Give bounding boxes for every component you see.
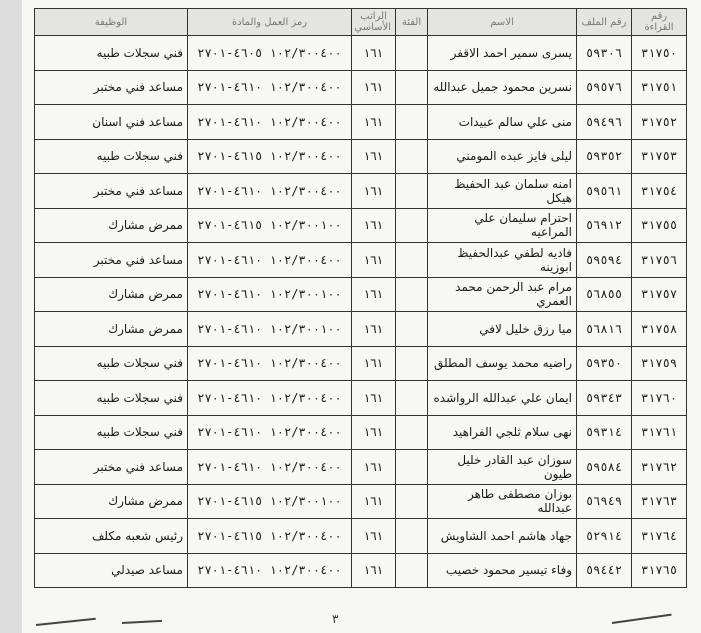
cell-serial: ٣١٧٦٥ (632, 553, 687, 588)
cell-serial: ٣١٧٦٢ (632, 450, 687, 485)
table-row (35, 381, 687, 416)
cell-name: امنه سلمان عبد الحفيظ هيكل (428, 174, 577, 209)
cell-job: فني سجلات طبيه (35, 415, 188, 450)
table-row (35, 415, 687, 450)
cell-code: ١٠٢/٣٠٠١٠٠ ٤٦١٠-٢٧٠١ (188, 312, 352, 347)
cell-name: احترام سليمان علي المراعيه (428, 208, 577, 243)
cell-file-number: ٥٩٣٥٢ (577, 139, 632, 174)
table-row (35, 519, 687, 554)
table-row (35, 243, 687, 278)
cell-job: ممرض مشارك (35, 208, 188, 243)
cell-name: نهى سلام ثلجي الفراهيد (428, 415, 577, 450)
header-code: رمز العمل والمادة (188, 9, 352, 36)
cell-job: مساعد فني مختبر (35, 70, 188, 105)
cell-file-number: ٥٦٨١٦ (577, 312, 632, 347)
cell-category (396, 346, 428, 381)
cell-grade: ١٦١ (352, 105, 396, 140)
cell-grade: ١٦١ (352, 139, 396, 174)
cell-code: ١٠٢/٣٠٠٤٠٠ ٤٦١٠-٢٧٠١ (188, 553, 352, 588)
cell-name: ليلى فايز عبده المومني (428, 139, 577, 174)
cell-serial: ٣١٧٥٦ (632, 243, 687, 278)
header-file-number: رقم الملف (577, 9, 632, 36)
cell-grade: ١٦١ (352, 70, 396, 105)
cell-name: منى علي سالم عبيدات (428, 105, 577, 140)
cell-grade: ١٦١ (352, 277, 396, 312)
cell-grade: ١٦١ (352, 312, 396, 347)
table-row (35, 484, 687, 519)
cell-job: رئيس شعبه مكلف (35, 519, 188, 554)
cell-serial: ٣١٧٥٩ (632, 346, 687, 381)
cell-category (396, 553, 428, 588)
cell-category (396, 450, 428, 485)
table-row (35, 277, 687, 312)
cell-serial: ٣١٧٥١ (632, 70, 687, 105)
cell-grade: ١٦١ (352, 415, 396, 450)
cell-category (396, 105, 428, 140)
cell-name: وفاء تيسير محمود خصيب (428, 553, 577, 588)
cell-name: سوزان عبد القادر خليل طيون (428, 450, 577, 485)
cell-file-number: ٥٩٥٩٤ (577, 243, 632, 278)
cell-job: فني سجلات طبيه (35, 36, 188, 71)
cell-job: مساعد فني مختبر (35, 450, 188, 485)
cell-job: ممرض مشارك (35, 312, 188, 347)
cell-code: ١٠٢/٣٠٠٤٠٠ ٤٦١٠-٢٧٠١ (188, 346, 352, 381)
cell-category (396, 484, 428, 519)
cell-name: ايمان علي عبدالله الرواشده (428, 381, 577, 416)
cell-code: ١٠٢/٣٠٠٤٠٠ ٤٦١٠-٢٧٠١ (188, 415, 352, 450)
cell-category (396, 415, 428, 450)
header-job: الوظيفة (35, 9, 188, 36)
cell-serial: ٣١٧٥٠ (632, 36, 687, 71)
cell-name: فاديه لطفي عبدالحفيظ ابوزينه (428, 243, 577, 278)
cell-grade: ١٦١ (352, 208, 396, 243)
cell-serial: ٣١٧٦٤ (632, 519, 687, 554)
cell-serial: ٣١٧٥٢ (632, 105, 687, 140)
cell-file-number: ٥٦٩٤٩ (577, 484, 632, 519)
table-row (35, 450, 687, 485)
cell-grade: ١٦١ (352, 243, 396, 278)
cell-job: مساعد صيدلي (35, 553, 188, 588)
cell-serial: ٣١٧٥٥ (632, 208, 687, 243)
cell-name: يسرى سمير احمد الاقفر (428, 36, 577, 71)
cell-code: ١٠٢/٣٠٠٤٠٠ ٤٦١٠-٢٧٠١ (188, 174, 352, 209)
cell-file-number: ٥٩٣١٤ (577, 415, 632, 450)
cell-grade: ١٦١ (352, 174, 396, 209)
handwritten-signature-mark (122, 620, 162, 624)
cell-code: ١٠٢/٣٠٠٤٠٠ ٤٦٠٥-٢٧٠١ (188, 36, 352, 71)
table-header-row (35, 9, 687, 36)
table-row (35, 36, 687, 71)
cell-name: راضيه محمد يوسف المطلق (428, 346, 577, 381)
cell-job: فني سجلات طبيه (35, 381, 188, 416)
table-row (35, 139, 687, 174)
cell-grade: ١٦١ (352, 553, 396, 588)
table-row (35, 208, 687, 243)
cell-code: ١٠٢/٣٠٠٤٠٠ ٤٦١٠-٢٧٠١ (188, 243, 352, 278)
cell-code: ١٠٢/٣٠٠٤٠٠ ٤٦١٠-٢٧٠١ (188, 450, 352, 485)
table-row (35, 312, 687, 347)
cell-file-number: ٥٩٣٤٣ (577, 381, 632, 416)
cell-grade: ١٦١ (352, 36, 396, 71)
handwritten-signature-mark (36, 618, 96, 626)
cell-code: ١٠٢/٣٠٠٤٠٠ ٤٦١٥-٢٧٠١ (188, 519, 352, 554)
cell-grade: ١٦١ (352, 450, 396, 485)
cell-grade: ١٦١ (352, 519, 396, 554)
cell-name: مرام عبد الرحمن محمد العمري (428, 277, 577, 312)
cell-name: بوزان مصطفى طاهر عبدالله (428, 484, 577, 519)
cell-job: مساعد فني اسنان (35, 105, 188, 140)
cell-serial: ٣١٧٥٨ (632, 312, 687, 347)
table-row (35, 105, 687, 140)
cell-file-number: ٥٩٤٤٢ (577, 553, 632, 588)
cell-file-number: ٥٩٤٩٦ (577, 105, 632, 140)
cell-category (396, 36, 428, 71)
cell-category (396, 70, 428, 105)
cell-file-number: ٥٩٣٠٦ (577, 36, 632, 71)
cell-category (396, 519, 428, 554)
cell-code: ١٠٢/٣٠٠٤٠٠ ٤٦١٠-٢٧٠١ (188, 105, 352, 140)
cell-serial: ٣١٧٥٤ (632, 174, 687, 209)
header-grade: الراتب الأساسي (352, 9, 396, 36)
cell-file-number: ٥٩٥٨٤ (577, 450, 632, 485)
cell-job: مساعد فني مختبر (35, 243, 188, 278)
cell-grade: ١٦١ (352, 381, 396, 416)
cell-name: ميا رزق خليل لافي (428, 312, 577, 347)
table-row (35, 70, 687, 105)
cell-job: ممرض مشارك (35, 484, 188, 519)
cell-job: ممرض مشارك (35, 277, 188, 312)
cell-category (396, 381, 428, 416)
table-row (35, 346, 687, 381)
cell-code: ١٠٢/٣٠٠٤٠٠ ٤٦١٠-٢٧٠١ (188, 381, 352, 416)
cell-category (396, 174, 428, 209)
cell-category (396, 208, 428, 243)
page-number: ٣ (332, 612, 339, 626)
cell-file-number: ٥٩٥٦١ (577, 174, 632, 209)
header-category: الفئة (396, 9, 428, 36)
cell-file-number: ٥٢٩١٤ (577, 519, 632, 554)
cell-grade: ١٦١ (352, 346, 396, 381)
cell-category (396, 312, 428, 347)
cell-name: نسرين محمود جميل عبدالله (428, 70, 577, 105)
cell-code: ١٠٢/٣٠٠٤٠٠ ٤٦١٠-٢٧٠١ (188, 70, 352, 105)
table-row (35, 174, 687, 209)
cell-file-number: ٥٦٨٥٥ (577, 277, 632, 312)
cell-category (396, 139, 428, 174)
cell-job: فني سجلات طبيه (35, 139, 188, 174)
cell-file-number: ٥٦٩١٢ (577, 208, 632, 243)
cell-code: ١٠٢/٣٠٠١٠٠ ٤٦١٥-٢٧٠١ (188, 484, 352, 519)
cell-grade: ١٦١ (352, 484, 396, 519)
cell-file-number: ٥٩٣٥٠ (577, 346, 632, 381)
cell-category (396, 277, 428, 312)
cell-job: مساعد فني مختبر (35, 174, 188, 209)
cell-serial: ٣١٧٦٠ (632, 381, 687, 416)
cell-category (396, 243, 428, 278)
header-name: الاسم (428, 9, 577, 36)
cell-code: ١٠٢/٣٠٠٤٠٠ ٤٦١٥-٢٧٠١ (188, 139, 352, 174)
cell-serial: ٣١٧٦٣ (632, 484, 687, 519)
document-page (22, 0, 701, 633)
cell-job: فني سجلات طبيه (35, 346, 188, 381)
cell-file-number: ٥٩٥٧٦ (577, 70, 632, 105)
cell-name: جهاد هاشم احمد الشاويش (428, 519, 577, 554)
cell-serial: ٣١٧٦١ (632, 415, 687, 450)
cell-serial: ٣١٧٥٧ (632, 277, 687, 312)
handwritten-signature-mark (612, 614, 672, 624)
cell-code: ١٠٢/٣٠٠١٠٠ ٤٦١٠-٢٧٠١ (188, 277, 352, 312)
table-row (35, 553, 687, 588)
cell-code: ١٠٢/٣٠٠١٠٠ ٤٦١٥-٢٧٠١ (188, 208, 352, 243)
header-serial: رقم القراءة (632, 9, 687, 36)
employee-table (34, 8, 687, 588)
cell-serial: ٣١٧٥٣ (632, 139, 687, 174)
